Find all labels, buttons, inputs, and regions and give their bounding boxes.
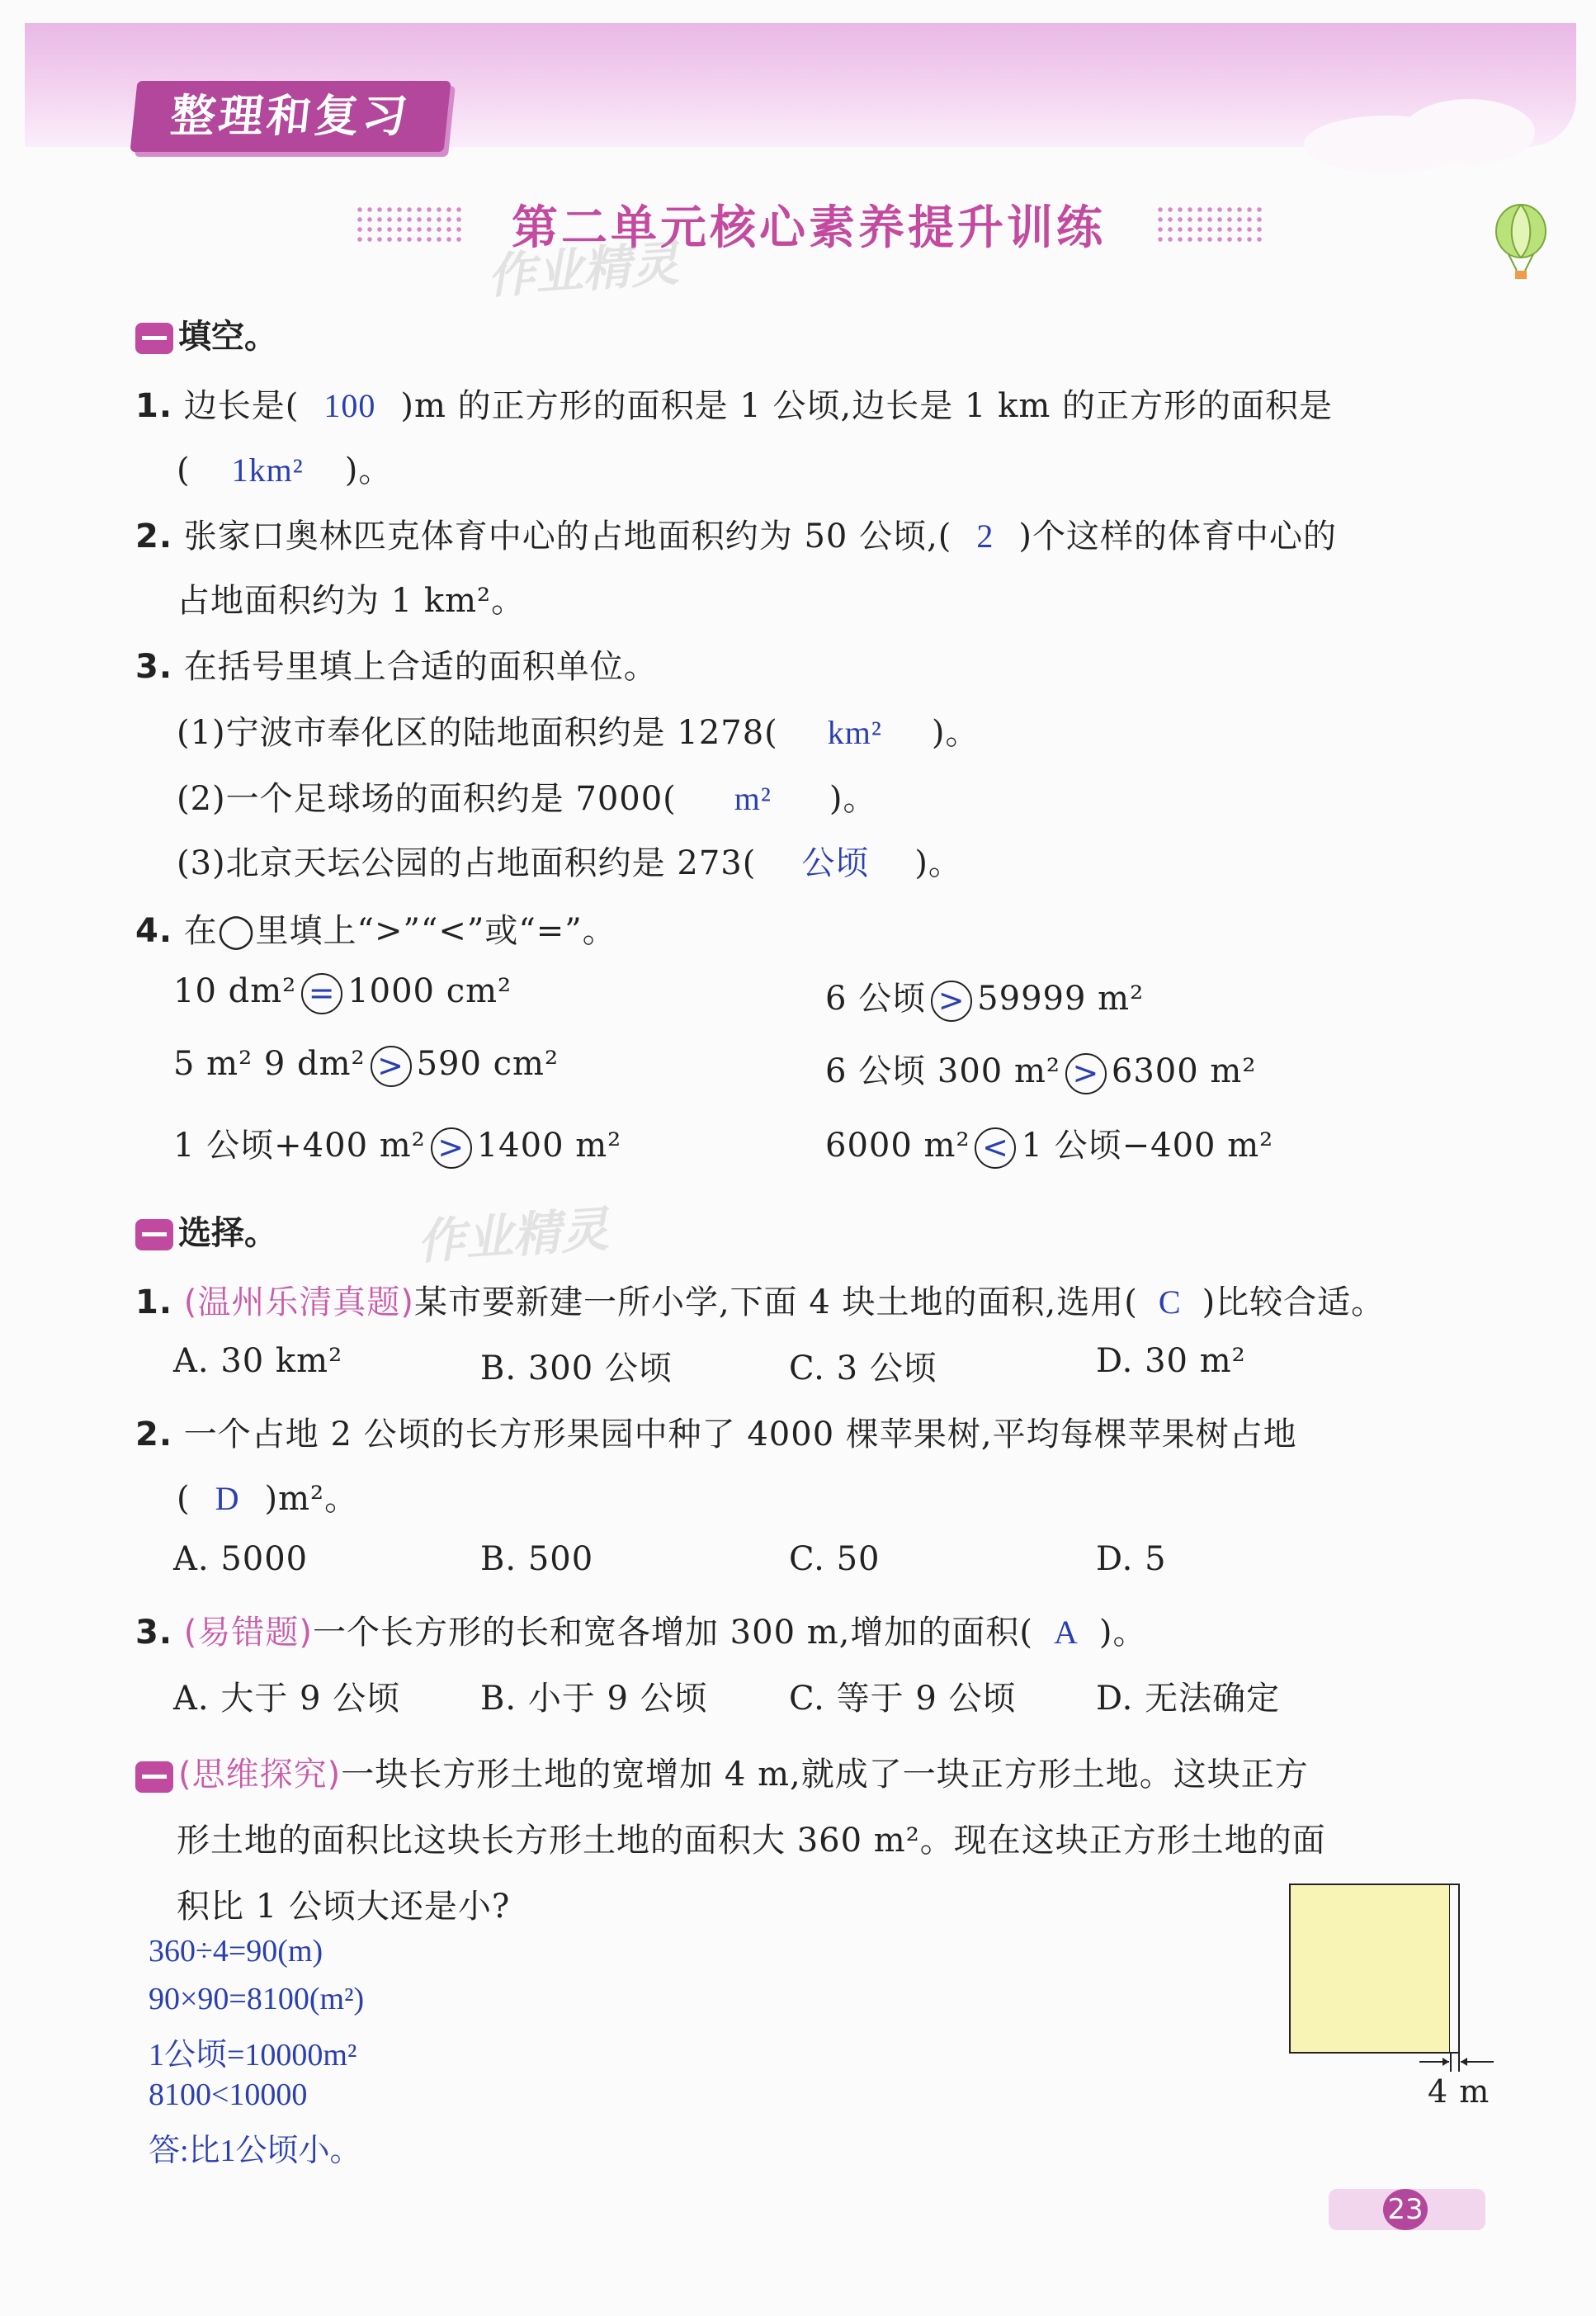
option: D. 无法确定: [1096, 1680, 1281, 1718]
option: B. 500: [480, 1540, 594, 1578]
title-dots-left: [355, 205, 462, 244]
option: C. 等于 9 公顷: [789, 1680, 1017, 1718]
section-one-icon: [135, 323, 173, 354]
section-banner: 整理和复习: [130, 81, 451, 152]
question-3-line3: 积比 1 公顷大还是小?: [177, 1888, 511, 1926]
page-number-badge: [1329, 2189, 1485, 2230]
work-line: 1公顷=10000m²: [149, 2038, 357, 2073]
question-1-2-cont: 占地面积约为 1 km²。: [177, 582, 526, 620]
compare-item: 5 m² 9 dm² > 590 cm²: [173, 1045, 559, 1087]
work-line: 90×90=8100(m²): [149, 1982, 365, 2016]
answer-line: 答:比1公顷小。: [149, 2134, 361, 2168]
option: A. 大于 9 公顷: [173, 1680, 401, 1718]
question-2-2: 2. 一个占地 2 公顷的长方形果园中种了 4000 棵苹果树,平均每棵苹果树占地: [135, 1416, 1297, 1453]
section-three-icon: [135, 1761, 173, 1793]
question-3-line2: 形土地的面积比这块长方形土地的面积大 360 m²。现在这块正方形土地的面: [177, 1822, 1326, 1860]
watermark: 作业精灵: [415, 1200, 611, 1270]
option: A. 5000: [173, 1540, 309, 1578]
work-line: 360÷4=90(m): [149, 1934, 323, 1969]
option: B. 小于 9 公顷: [480, 1680, 708, 1718]
dimension-arrow: [1419, 2052, 1494, 2072]
compare-item: 6 公顷 300 m² > 6300 m²: [825, 1045, 1256, 1094]
page-number: 23: [1383, 2189, 1428, 2230]
section-heading-choice: 选择。: [135, 1207, 277, 1254]
question-1-3-3: (3)北京天坛公园的占地面积约是 273( 公顷 )。: [177, 844, 962, 882]
question-3: (思维探究)一块长方形土地的宽增加 4 m,就成了一块正方形土地。这块正方: [135, 1748, 1309, 1795]
option: B. 300 公顷: [480, 1349, 673, 1387]
option: D. 5: [1096, 1540, 1167, 1578]
balloon-icon: [1492, 203, 1550, 282]
option: C. 50: [789, 1540, 881, 1578]
compare-item: 6 公顷 > 59999 m²: [825, 972, 1144, 1022]
title-dots-right: [1155, 205, 1263, 244]
question-1-1-cont: ( 1km² )。: [177, 451, 393, 489]
option: A. 30 km²: [173, 1342, 343, 1380]
option: C. 3 公顷: [789, 1349, 937, 1387]
question-1-1: 1. 边长是( 100 )m 的正方形的面积是 1 公顷,边长是 1 km 的正方形的面积是: [135, 387, 1333, 425]
figure-label: 4 m: [1428, 2073, 1490, 2110]
question-1-3: 3. 在括号里填上合适的面积单位。: [135, 648, 658, 686]
question-2-2-cont: ( D )m²。: [177, 1480, 359, 1518]
watermark: 作业精灵: [485, 234, 681, 305]
work-line: 8100<10000: [149, 2077, 308, 2112]
option: D. 30 m²: [1096, 1342, 1246, 1380]
cloud-decoration: [1403, 99, 1535, 165]
question-1-4: 4. 在◯里填上“>”“<”或“=”。: [135, 912, 616, 950]
page-title: 第二单元核心素养提升训练: [512, 201, 1106, 255]
question-1-3-2: (2)一个足球场的面积约是 7000( m² )。: [177, 780, 877, 818]
question-1-3-1: (1)宁波市奉化区的陆地面积约是 1278( km² )。: [177, 714, 980, 752]
question-2-3: 3. (易错题)一个长方形的长和宽各增加 300 m,增加的面积( A )。: [135, 1614, 1147, 1652]
compare-item: 6000 m² < 1 公顷−400 m²: [825, 1119, 1273, 1169]
compare-item: 10 dm² = 1000 cm²: [173, 972, 512, 1014]
question-2-1: 1. (温州乐清真题)某市要新建一所小学,下面 4 块土地的面积,选用( C )比较合适。: [135, 1283, 1386, 1321]
compare-item: 1 公顷+400 m² > 1400 m²: [173, 1119, 621, 1169]
question-1-2: 2. 张家口奥林匹克体育中心的占地面积约为 50 公顷,( 2 )个这样的体育中心的: [135, 518, 1338, 555]
rectangle-figure: [1289, 1884, 1451, 2054]
section-heading-fill: 填空。: [135, 310, 277, 357]
section-two-icon: [135, 1219, 173, 1250]
added-width-strip: [1450, 1884, 1460, 2054]
